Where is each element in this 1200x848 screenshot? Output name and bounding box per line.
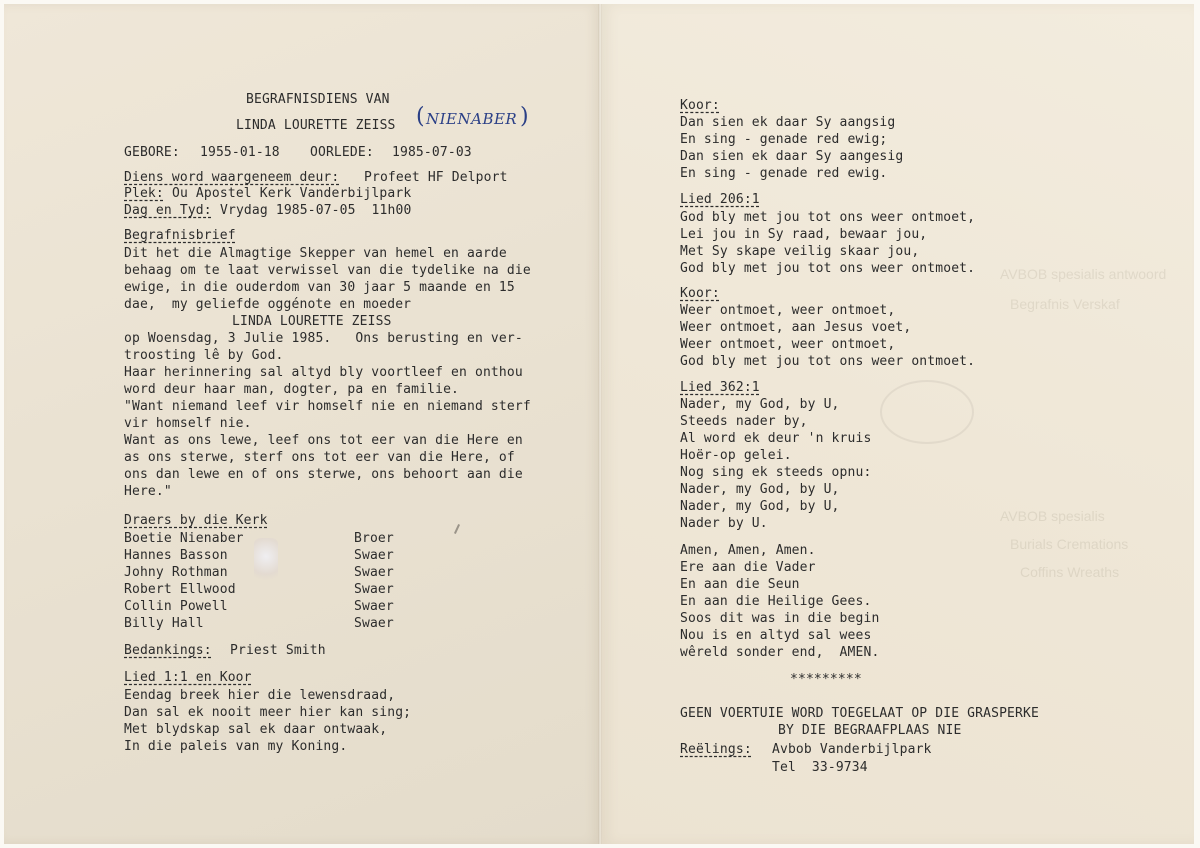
bleed-through-text: Coffins Wreaths (1020, 564, 1120, 580)
handwritten-paren: ( (416, 104, 425, 129)
arrangements-tel: Tel 33-9734 (772, 760, 868, 775)
bearer-relation: Swaer (354, 548, 394, 563)
letter-line: Dit het die Almagtige Skepper van hemel en aarde (124, 246, 507, 261)
letter-heading: Begrafnisbrief (124, 228, 236, 243)
letter-line: LINDA LOURETTE ZEISS (232, 314, 392, 329)
datetime-label: Dag en Tyd: (124, 203, 212, 218)
amen-line: En aan die Seun (680, 577, 800, 592)
died-label: OORLEDE: (310, 145, 374, 160)
place: Ou Apostel Kerk Vanderbijlpark (172, 186, 412, 201)
bleed-through-text: AVBOB spesialis antwoord (1000, 266, 1167, 282)
chorus2-heading: Koor: (680, 286, 720, 301)
bearer-name: Billy Hall (124, 616, 204, 631)
chorus1-line: En sing - genade red ewig; (680, 132, 888, 147)
chorus2-line: Weer ontmoet, aan Jesus voet, (680, 320, 912, 335)
handwritten-maiden-name: NIENABER (426, 110, 518, 128)
letter-line: Here." (124, 484, 172, 499)
chorus1-line: Dan sien ek daar Sy aangesig (680, 149, 904, 164)
correction-fluid-smudge (254, 538, 278, 584)
letter-line: troosting lê by God. (124, 348, 284, 363)
hymn362-line: Al word ek deur 'n kruis (680, 431, 872, 446)
amen-line: wêreld sonder end, AMEN. (680, 645, 880, 660)
letter-line: as ons sterwe, sterf ons tot eer van die Here, of (124, 450, 515, 465)
hymn362-heading: Lied 362:1 (680, 380, 760, 395)
amen-line: Ere aan die Vader (680, 560, 816, 575)
bearer-name: Collin Powell (124, 599, 228, 614)
hymn206-line: Lei jou in Sy raad, bewaar jou, (680, 227, 928, 242)
handwritten-paren: ) (520, 104, 529, 129)
page-fold (598, 4, 602, 844)
chorus2-line: God bly met jou tot ons weer ontmoet. (680, 354, 976, 369)
letter-line: behaag om te laat verwissel van die tydelike na die (124, 263, 531, 278)
letter-line: Haar herinnering sal altyd bly voortleef en onthou (124, 365, 523, 380)
born-date: 1955-01-18 (200, 145, 280, 160)
hymn206-line: God bly met jou tot ons weer ontmoet. (680, 261, 976, 276)
hymn362-line: Nader, my God, by U, (680, 482, 840, 497)
hymn206-heading: Lied 206:1 (680, 192, 760, 207)
amen-line: Soos dit was in die begin (680, 611, 880, 626)
place-label: Plek: (124, 186, 164, 201)
letter-line: word deur haar man, dogter, pa en familie. (124, 382, 460, 397)
chorus2-line: Weer ontmoet, weer ontmoet, (680, 303, 896, 318)
hymn362-line: Nader, my God, by U, (680, 397, 840, 412)
hymn362-line: Steeds nader by, (680, 414, 808, 429)
hymn362-line: Nader by U. (680, 516, 768, 531)
notice-line: BY DIE BEGRAAFPLAAS NIE (778, 723, 962, 738)
chorus2-line: Weer ontmoet, weer ontmoet, (680, 337, 896, 352)
arrangements-label: Reëlings: (680, 742, 752, 757)
bearer-relation: Broer (354, 531, 394, 546)
bearer-relation: Swaer (354, 599, 394, 614)
separator-stars: ********* (790, 672, 862, 687)
hymn1-heading: Lied 1:1 en Koor (124, 670, 252, 685)
chorus1-line: Dan sien ek daar Sy aangsig (680, 115, 896, 130)
notice-line: GEEN VOERTUIE WORD TOEGELAAT OP DIE GRASPERKE (680, 706, 1039, 721)
bearer-relation: Swaer (354, 616, 394, 631)
officiant-label: Diens word waargeneem deur: (124, 170, 340, 185)
letter-line: vir homself nie. (124, 416, 252, 431)
bearers-heading: Draers by die Kerk (124, 513, 268, 528)
letter-line: ons dan lewe en of ons sterwe, ons behoort aan die (124, 467, 523, 482)
hymn1-line: Eendag breek hier die lewensdraad, (124, 688, 396, 703)
bleed-through-text: Burials Cremations (1010, 536, 1129, 552)
program-title: BEGRAFNISDIENS VAN (246, 92, 390, 107)
bearer-name: Robert Ellwood (124, 582, 236, 597)
amen-line: En aan die Heilige Gees. (680, 594, 872, 609)
bearer-relation: Swaer (354, 565, 394, 580)
hymn1-line: Dan sal ek nooit meer hier kan sing; (124, 705, 412, 720)
bearer-relation: Swaer (354, 582, 394, 597)
bearer-name: Boetie Nienaber (124, 531, 244, 546)
arrangements-value: Avbob Vanderbijlpark (772, 742, 932, 757)
thanks-value: Priest Smith (230, 643, 326, 658)
deceased-name: LINDA LOURETTE ZEISS (236, 118, 396, 133)
chorus1-heading: Koor: (680, 98, 720, 113)
bleed-through-text: Begrafnis Verskaf (1010, 296, 1120, 312)
letter-line: Want as ons lewe, leef ons tot eer van die Here en (124, 433, 523, 448)
hymn362-line: Nader, my God, by U, (680, 499, 840, 514)
officiant: Profeet HF Delport (364, 170, 508, 185)
chorus1-line: En sing - genade red ewig. (680, 166, 888, 181)
letter-line: op Woensdag, 3 Julie 1985. Ons berusting en ver- (124, 331, 523, 346)
letter-line: dae, my geliefde oggénote en moeder (124, 297, 412, 312)
thanks-label: Bedankings: (124, 643, 212, 658)
letter-line: ewige, in die ouderdom van 30 jaar 5 maande en 15 (124, 280, 515, 295)
born-label: GEBORE: (124, 145, 180, 160)
hymn362-line: Hoër-op gelei. (680, 448, 792, 463)
hymn1-line: In die paleis van my Koning. (124, 739, 348, 754)
amen-line: Nou is en altyd sal wees (680, 628, 872, 643)
hymn206-line: God bly met jou tot ons weer ontmoet, (680, 210, 976, 225)
bearer-name: Hannes Basson (124, 548, 228, 563)
hymn206-line: Met Sy skape veilig skaar jou, (680, 244, 920, 259)
amen-line: Amen, Amen, Amen. (680, 543, 816, 558)
hymn1-line: Met blydskap sal ek daar ontwaak, (124, 722, 388, 737)
died-date: 1985-07-03 (392, 145, 472, 160)
hymn362-line: Nog sing ek steeds opnu: (680, 465, 872, 480)
datetime: Vrydag 1985-07-05 11h00 (220, 203, 412, 218)
bleed-through-text: AVBOB spesialis (1000, 508, 1105, 524)
letter-line: "Want niemand leef vir homself nie en niemand sterf (124, 399, 531, 414)
bearer-name: Johny Rothman (124, 565, 228, 580)
bleed-through-logo (880, 380, 974, 444)
